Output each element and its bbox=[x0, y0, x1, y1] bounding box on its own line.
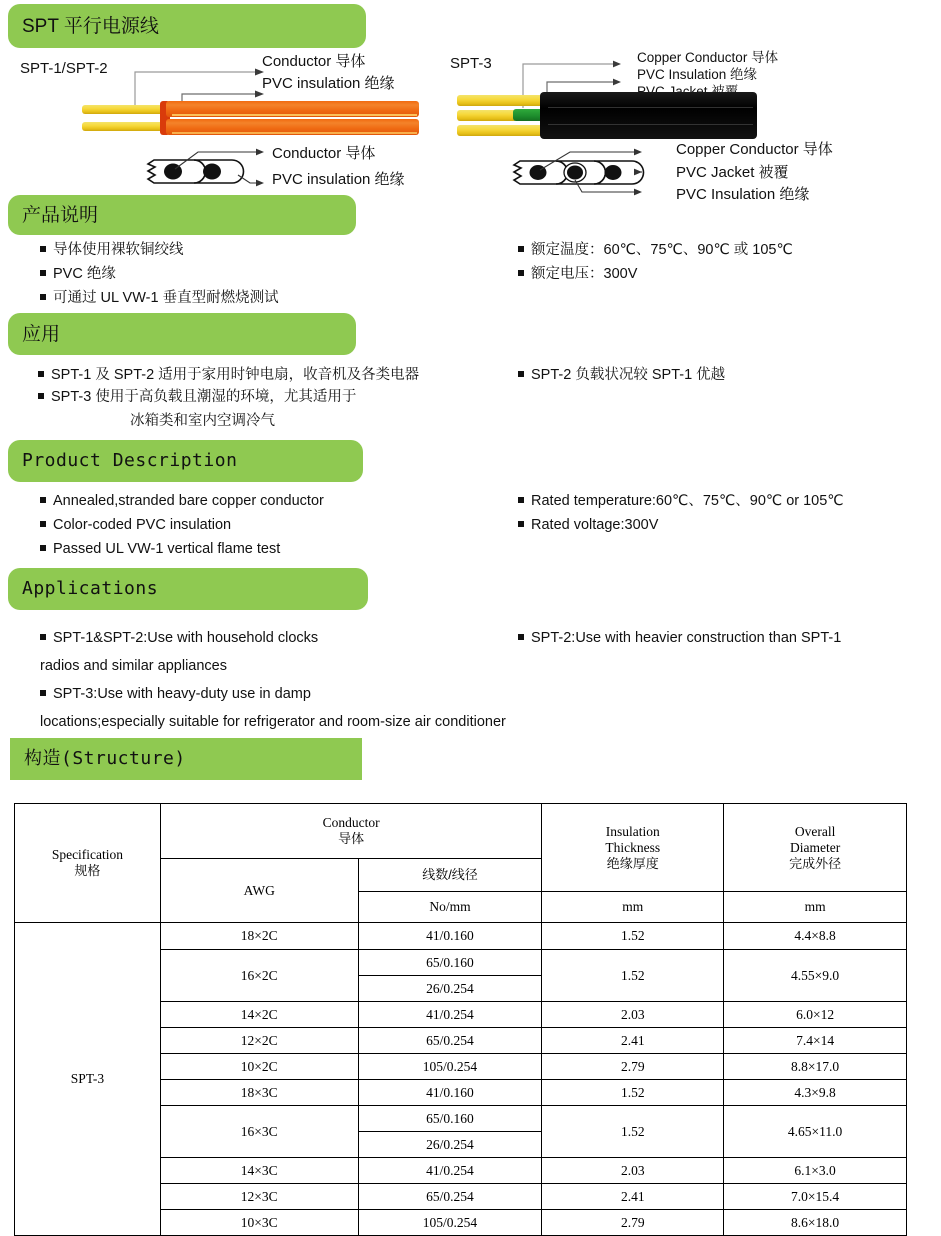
cell-spec-label: SPT-3 bbox=[15, 923, 161, 1236]
en-desc-bullet-2-text: Color-coded PVC insulation bbox=[53, 517, 232, 533]
cell-strand: 65/0.254 bbox=[358, 1028, 542, 1054]
page-title-banner bbox=[8, 4, 366, 48]
header-awg: AWG bbox=[160, 859, 358, 923]
section-header-cn-description-label: 产品说明 bbox=[22, 204, 99, 226]
cell-strand: 41/0.254 bbox=[358, 1158, 542, 1184]
bullet-square-icon bbox=[40, 270, 46, 276]
header-specification-cn: 规格 bbox=[74, 863, 101, 879]
table-header-row-1 bbox=[15, 804, 907, 859]
header-insulation-thickness bbox=[542, 804, 724, 892]
cn-desc-right-bullet-1 bbox=[518, 241, 793, 261]
header-specification bbox=[15, 804, 161, 923]
cell-diameter: 4.55×9.0 bbox=[724, 950, 907, 1002]
en-desc-right-bullet-2 bbox=[518, 516, 658, 536]
spt12-jacket-sheen-bottom bbox=[172, 132, 417, 134]
spt12-jacket-sheen-top bbox=[172, 114, 417, 116]
section-header-en-applications-label: Applications bbox=[22, 578, 159, 599]
cell-awg: 18×2C bbox=[160, 923, 358, 950]
en-desc-right-bullet-1-text: Rated temperature:60℃、75℃、90℃ or 105℃ bbox=[531, 493, 844, 509]
bullet-square-icon bbox=[40, 497, 46, 503]
header-insulation-cn: 绝缘厚度 bbox=[606, 855, 659, 871]
spt12-xs-callout-conductor: Conductor 导体 bbox=[272, 145, 376, 162]
cell-diameter: 6.1×3.0 bbox=[724, 1158, 907, 1184]
table-row bbox=[15, 923, 907, 950]
bullet-square-icon bbox=[518, 371, 524, 377]
diagram-spt12-label: SPT-1/SPT-2 bbox=[20, 60, 108, 77]
cn-desc-bullet-2-text: PVC 绝缘 bbox=[53, 266, 116, 282]
header-overall-en1: Overall bbox=[794, 823, 836, 839]
cn-desc-right-bullet-1-text: 额定温度：60℃、75℃、90℃ 或 105℃ bbox=[531, 242, 793, 258]
header-insulation-unit: mm bbox=[542, 892, 724, 923]
spt3-xs-callout-copper: Copper Conductor 导体 bbox=[676, 141, 833, 158]
header-conductor bbox=[160, 804, 542, 859]
cell-awg: 16×3C bbox=[160, 1106, 358, 1158]
cell-strand: 26/0.254 bbox=[358, 976, 542, 1002]
header-strand-cn: 线数/线径 bbox=[358, 859, 542, 892]
header-overall-diameter bbox=[724, 804, 907, 892]
cell-strand: 65/0.160 bbox=[358, 1106, 542, 1132]
cell-thickness: 2.79 bbox=[542, 1054, 724, 1080]
cn-desc-bullet-1-text: 导体使用裸软铜绞线 bbox=[53, 242, 184, 258]
cell-awg: 18×3C bbox=[160, 1080, 358, 1106]
cn-app-bullet-2 bbox=[38, 388, 356, 408]
header-strand-unit: No/mm bbox=[358, 892, 542, 923]
diagram-spt12-callout-conductor: Conductor 导体 bbox=[262, 53, 366, 70]
cn-desc-bullet-2 bbox=[40, 265, 116, 285]
en-app-bullet-1-continuation: radios and similar appliances bbox=[40, 658, 227, 674]
cn-desc-right-bullet-2-text: 额定电压：300V bbox=[531, 266, 638, 282]
cell-thickness: 1.52 bbox=[542, 1106, 724, 1158]
spt12-wire-bottom bbox=[82, 122, 172, 131]
bullet-square-icon bbox=[518, 246, 524, 252]
section-header-cn-applications-label: 应用 bbox=[22, 323, 61, 345]
cell-diameter: 8.8×17.0 bbox=[724, 1054, 907, 1080]
cell-strand: 41/0.254 bbox=[358, 1002, 542, 1028]
cell-awg: 16×2C bbox=[160, 950, 358, 1002]
cell-strand: 105/0.254 bbox=[358, 1210, 542, 1236]
bullet-square-icon bbox=[518, 634, 524, 640]
en-app-bullet-2-continuation: locations;especially suitable for refrigerator and room-size air conditioner bbox=[40, 714, 506, 730]
en-app-bullet-1 bbox=[40, 629, 318, 649]
cell-strand: 65/0.160 bbox=[358, 950, 542, 976]
spt3-wire-3 bbox=[457, 125, 545, 136]
header-specification-en: Specification bbox=[51, 847, 124, 863]
cell-strand: 105/0.254 bbox=[358, 1054, 542, 1080]
cell-awg: 10×2C bbox=[160, 1054, 358, 1080]
section-header-structure-label: 构造(Structure) bbox=[24, 748, 186, 769]
structure-table bbox=[14, 803, 907, 1236]
spt3-xs-callout-insulation: PVC Insulation 绝缘 bbox=[676, 186, 810, 203]
spt3-cross-section bbox=[512, 150, 682, 194]
bullet-square-icon bbox=[40, 634, 46, 640]
cell-strand: 26/0.254 bbox=[358, 1132, 542, 1158]
spt12-wire-top bbox=[82, 105, 172, 114]
cell-diameter: 7.0×15.4 bbox=[724, 1184, 907, 1210]
cn-desc-bullet-3 bbox=[40, 289, 279, 309]
cn-app-bullet-1 bbox=[38, 366, 419, 386]
header-conductor-en: Conductor bbox=[322, 815, 380, 831]
cell-thickness: 2.03 bbox=[542, 1158, 724, 1184]
page-title: SPT 平行电源线 bbox=[22, 15, 159, 37]
spt12-xs-callout-insulation: PVC insulation 绝缘 bbox=[272, 171, 405, 188]
en-desc-right-bullet-2-text: Rated voltage:300V bbox=[531, 517, 659, 533]
en-app-bullet-2-text: SPT-3:Use with heavy-duty use in damp bbox=[53, 686, 311, 702]
header-overall-en2: Diameter bbox=[789, 839, 841, 855]
diagram-spt12-callout-insulation: PVC insulation 绝缘 bbox=[262, 75, 395, 92]
header-insulation-en2: Thickness bbox=[605, 839, 661, 855]
cell-awg: 10×3C bbox=[160, 1210, 358, 1236]
header-overall-cn: 完成外径 bbox=[789, 855, 842, 871]
en-app-bullet-1-text: SPT-1&SPT-2:Use with household clocks bbox=[53, 630, 319, 646]
spt12-cross-section bbox=[146, 150, 266, 192]
cell-awg: 14×2C bbox=[160, 1002, 358, 1028]
cell-thickness: 1.52 bbox=[542, 950, 724, 1002]
header-overall-unit: mm bbox=[724, 892, 907, 923]
bullet-square-icon bbox=[40, 246, 46, 252]
cn-app-right-bullet-1-text: SPT-2 负载状况较 SPT-1 优越 bbox=[531, 367, 726, 383]
cell-awg: 12×2C bbox=[160, 1028, 358, 1054]
cn-app-right-bullet-1 bbox=[518, 366, 725, 386]
en-app-right-bullet-1 bbox=[518, 629, 841, 649]
section-header-en-description-label: Product Description bbox=[22, 450, 238, 471]
cn-app-bullet-2-text: SPT-3 使用于高负载且潮湿的环境，尤其适用于 bbox=[51, 389, 357, 405]
cell-strand: 65/0.254 bbox=[358, 1184, 542, 1210]
en-app-right-bullet-1-text: SPT-2:Use with heavier construction than SPT-1 bbox=[531, 630, 842, 646]
cell-diameter: 4.4×8.8 bbox=[724, 923, 907, 950]
section-header-cn-description bbox=[8, 195, 356, 235]
cell-thickness: 1.52 bbox=[542, 1080, 724, 1106]
bullet-square-icon bbox=[40, 521, 46, 527]
en-desc-bullet-2 bbox=[40, 516, 231, 536]
cn-desc-bullet-3-text: 可通过 UL VW-1 垂直型耐燃烧测试 bbox=[53, 290, 279, 306]
bullet-square-icon bbox=[40, 690, 46, 696]
cell-diameter: 6.0×12 bbox=[724, 1002, 907, 1028]
en-desc-bullet-3-text: Passed UL VW-1 vertical flame test bbox=[53, 541, 281, 557]
en-app-bullet-2 bbox=[40, 685, 311, 705]
section-header-structure bbox=[10, 738, 362, 780]
bullet-square-icon bbox=[38, 393, 44, 399]
cell-awg: 14×3C bbox=[160, 1158, 358, 1184]
cell-diameter: 4.65×11.0 bbox=[724, 1106, 907, 1158]
en-desc-bullet-1 bbox=[40, 492, 324, 512]
spt3-jacket-sheen-2 bbox=[548, 124, 753, 125]
diagram-spt3-callout-copper: Copper Conductor 导体 bbox=[637, 50, 779, 65]
cell-diameter: 7.4×14 bbox=[724, 1028, 907, 1054]
bullet-square-icon bbox=[518, 521, 524, 527]
diagram-spt3-callout-insulation: PVC Insulation 绝缘 bbox=[637, 67, 758, 82]
section-header-en-description bbox=[8, 440, 363, 482]
cn-desc-bullet-1 bbox=[40, 241, 184, 261]
section-header-en-applications bbox=[8, 568, 368, 610]
cell-thickness: 2.79 bbox=[542, 1210, 724, 1236]
cn-desc-right-bullet-2 bbox=[518, 265, 637, 285]
cell-thickness: 1.52 bbox=[542, 923, 724, 950]
spt3-jacket-sheen-1 bbox=[548, 107, 753, 108]
en-desc-bullet-3 bbox=[40, 540, 280, 560]
en-desc-bullet-1-text: Annealed,stranded bare copper conductor bbox=[53, 493, 324, 509]
cn-app-bullet-1-text: SPT-1 及 SPT-2 适用于家用时钟电扇，收音机及各类电器 bbox=[51, 367, 420, 383]
header-insulation-en1: Insulation bbox=[605, 823, 660, 839]
bullet-square-icon bbox=[40, 294, 46, 300]
cell-thickness: 2.41 bbox=[542, 1028, 724, 1054]
bullet-square-icon bbox=[38, 371, 44, 377]
header-conductor-cn: 导体 bbox=[338, 831, 365, 847]
cell-awg: 12×3C bbox=[160, 1184, 358, 1210]
cell-diameter: 4.3×9.8 bbox=[724, 1080, 907, 1106]
cn-app-bullet-2-continuation: 冰箱类和室内空调冷气 bbox=[130, 413, 275, 429]
cell-strand: 41/0.160 bbox=[358, 1080, 542, 1106]
bullet-square-icon bbox=[518, 497, 524, 503]
cell-diameter: 8.6×18.0 bbox=[724, 1210, 907, 1236]
spt3-xs-callout-jacket: PVC Jacket 被覆 bbox=[676, 164, 789, 181]
section-header-cn-applications bbox=[8, 313, 356, 355]
cell-strand: 41/0.160 bbox=[358, 923, 542, 950]
diagram-spt3-label: SPT-3 bbox=[450, 55, 492, 72]
en-desc-right-bullet-1 bbox=[518, 492, 844, 512]
spt3-wire-1 bbox=[457, 95, 545, 106]
cell-thickness: 2.41 bbox=[542, 1184, 724, 1210]
spt3-jacket bbox=[540, 92, 757, 139]
bullet-square-icon bbox=[518, 270, 524, 276]
bullet-square-icon bbox=[40, 545, 46, 551]
spt3-wire-2 bbox=[457, 110, 517, 121]
cell-thickness: 2.03 bbox=[542, 1002, 724, 1028]
